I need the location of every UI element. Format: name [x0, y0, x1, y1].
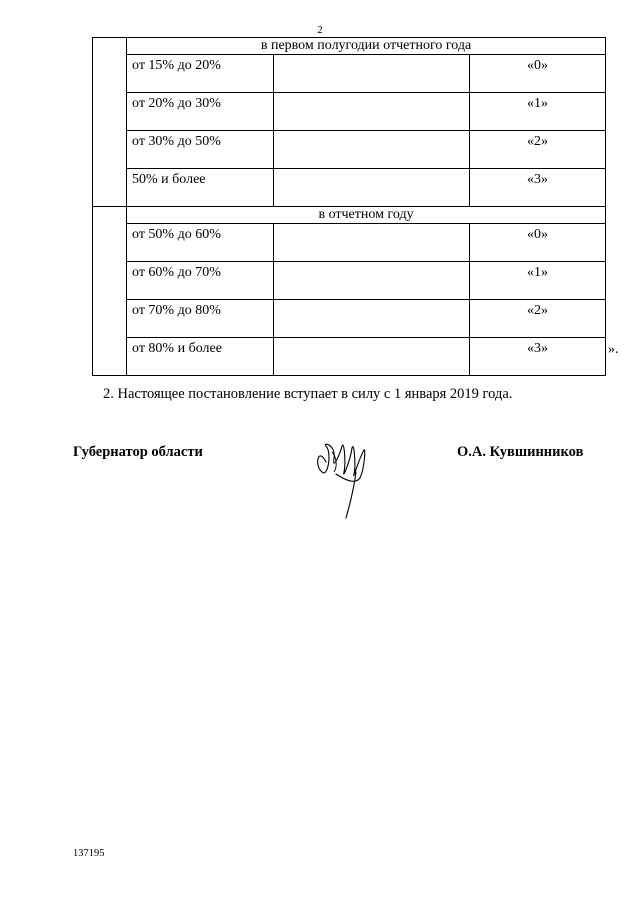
signer-name: О.А. Кувшинников	[457, 444, 584, 460]
group-cell	[93, 207, 127, 224]
score-cell: «0»	[470, 55, 606, 93]
score-cell: «1»	[470, 93, 606, 131]
range-cell: от 30% до 50%	[127, 131, 274, 169]
empty-cell	[274, 131, 470, 169]
page-number: 2	[317, 24, 323, 36]
score-cell: «3»	[470, 338, 606, 376]
document-code: 137195	[73, 848, 105, 859]
empty-cell	[274, 300, 470, 338]
range-cell: от 80% и более	[127, 338, 274, 376]
signature-image	[312, 432, 372, 524]
section-heading: в отчетном году	[127, 207, 606, 224]
empty-cell	[274, 169, 470, 207]
range-cell: 50% и более	[127, 169, 274, 207]
empty-cell	[274, 262, 470, 300]
empty-cell	[274, 55, 470, 93]
score-cell: «2»	[470, 300, 606, 338]
group-cell	[93, 38, 127, 55]
clause-2: 2. Настоящее постановление вступает в силу с 1 января 2019 года.	[103, 386, 513, 402]
range-cell: от 20% до 30%	[127, 93, 274, 131]
range-cell: от 50% до 60%	[127, 224, 274, 262]
range-cell: от 70% до 80%	[127, 300, 274, 338]
empty-cell	[274, 338, 470, 376]
score-table	[92, 37, 606, 376]
score-cell: «0»	[470, 224, 606, 262]
range-cell: от 15% до 20%	[127, 55, 274, 93]
range-cell: от 60% до 70%	[127, 262, 274, 300]
signer-position: Губернатор области	[73, 444, 203, 460]
closing-quote: ».	[608, 342, 619, 357]
empty-cell	[274, 93, 470, 131]
score-cell: «2»	[470, 131, 606, 169]
empty-cell	[274, 224, 470, 262]
section-heading: в первом полугодии отчетного года	[127, 38, 606, 55]
score-cell: «1»	[470, 262, 606, 300]
score-cell: «3»	[470, 169, 606, 207]
